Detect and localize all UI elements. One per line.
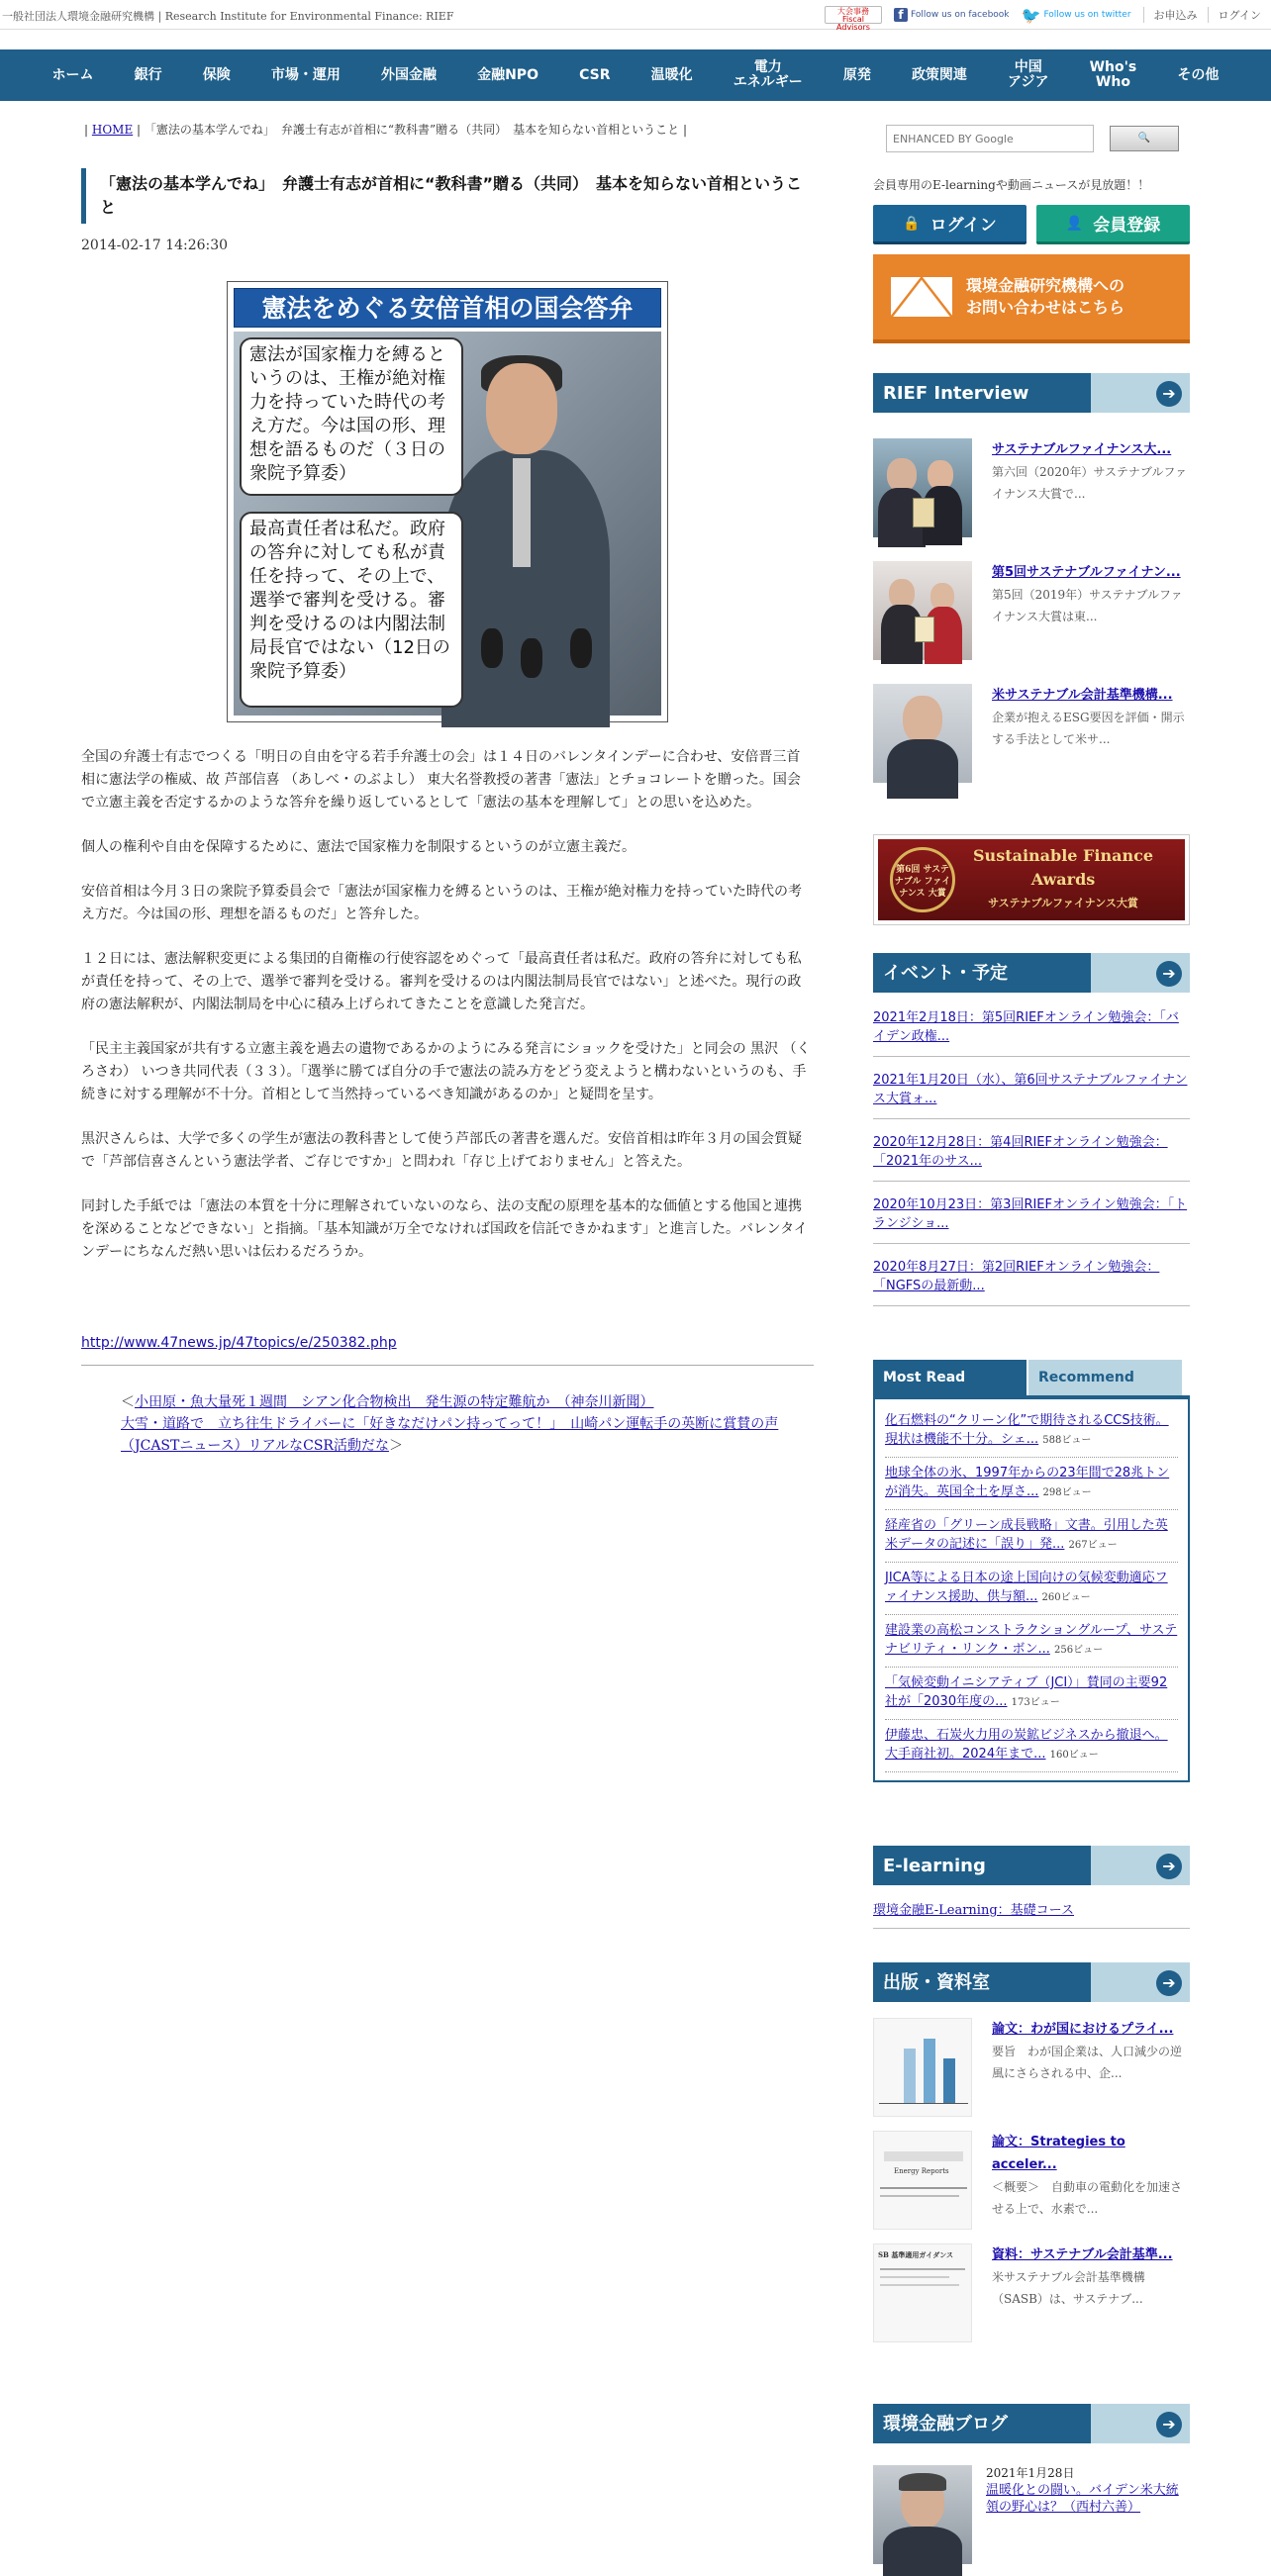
publication-link[interactable]: 資料：サステナブル会計基準... [992,2247,1173,2262]
contact-text [966,275,1124,319]
interview-thumb[interactable] [873,684,972,783]
interview-desc: 第六回（2020年）サステナブルファイナンス大賞で... [992,465,1188,501]
breadcrumb [84,121,687,138]
blog-thumb[interactable] [873,2465,972,2564]
twitter-text: Follow us on twitter [1043,9,1131,20]
awards-line-1: Sustainable Finance [973,846,1154,865]
awards-inner [878,839,1185,920]
event-link[interactable]: 2020年10月23日：第3回RIEFオンライン勉強会：「トランジショ... [873,1197,1188,1231]
events-section [873,953,1190,1306]
search-button[interactable] [1110,126,1179,151]
awards-text [973,844,1153,915]
arrow-right-icon: ➔ [1156,2412,1182,2437]
nav-item-policy[interactable]: 政策関連 [911,66,967,83]
interview-desc: 第5回（2019年）サステナブルファイナンス大賞は東... [992,588,1183,623]
interview-text [992,561,1190,660]
ranking-section [873,1360,1190,1782]
event-item [873,1119,1190,1182]
event-item [873,995,1190,1057]
nav-item-energy[interactable]: 電力 エネルギー [733,59,803,90]
nav-item-whos-who[interactable]: Who's Who [1089,59,1137,90]
article-title: 「憲法の基本学んでね」 弁護士有志が首相に“教科書”贈る（共同） 基本を知らない首相ということ [81,168,814,224]
mail-icon [891,277,952,317]
arrow-right-icon: ➔ [1156,1970,1182,1996]
breadcrumb-sep: | [679,123,688,137]
figure-photo [234,332,661,716]
ranking-item [885,1458,1178,1510]
facebook-link[interactable] [894,8,1010,22]
ranking-item [885,1720,1178,1772]
partner-logo[interactable] [825,6,882,32]
ranking-item [885,1668,1178,1720]
ranking-list [873,1395,1190,1782]
apply-link[interactable]: お申込み [1143,7,1208,23]
ranking-item [885,1510,1178,1563]
article-paragraph: 個人の権利や自由を保障するために、憲法で国家権力を制限するというのが立憲主義だ。 [81,839,636,855]
interview-link[interactable]: 米サステナブル会計基準機構... [992,688,1173,703]
interview-more[interactable] [1091,373,1190,413]
ranking-link[interactable]: 経産省の「グリーン成長戦略」文書。引用した英米データの記述に「誤り」発... [885,1518,1168,1552]
divider [81,1365,814,1366]
source-link[interactable]: http://www.47news.jp/47topics/e/250382.php [81,1335,397,1351]
search-input[interactable] [886,125,1094,152]
awards-seal: 第6回 サステナブル ファイナンス 大賞 [890,847,955,912]
facebook-icon: f [894,8,908,22]
tab-recommend[interactable]: Recommend [1028,1360,1182,1395]
interview-link[interactable]: 第5回サステナブルファイナン... [992,565,1181,580]
ranking-item [885,1563,1178,1615]
view-count: 588ビュー [1042,1435,1092,1446]
publication-desc: 要旨 わが国企業は、人口減少の逆風にさらされる中、企... [992,2045,1183,2080]
view-count: 267ビュー [1068,1540,1118,1551]
prev-next-links [121,1391,814,1457]
source-link-wrap [81,1335,814,1351]
publication-item [873,2243,1190,2342]
ranking-link[interactable]: 地球全体の氷、1997年からの23年間で28兆トンが消失。英国全土を厚さ... [885,1466,1170,1499]
lock-icon: 🔒 [903,215,921,232]
login-link[interactable]: ログイン [1208,7,1271,23]
publications-section [873,1962,1190,2342]
view-count: 260ビュー [1041,1592,1091,1603]
publication-desc: ＜概要＞ 自動車の電動化を加速させる上で、水素で... [992,2180,1183,2216]
breadcrumb-current: 「憲法の基本学んでね」 弁護士有志が首相に“教科書”贈る（共同） 基本を知らない首相ということ [144,123,680,137]
breadcrumb-home[interactable]: HOME [91,123,134,137]
nav-item-home[interactable]: ホーム [51,66,94,83]
prev-article-link[interactable]: 小田原・魚大量死１週間 シアン化合物検出 発生源の特定難航か （神奈川新聞） [135,1394,654,1410]
ranking-item [885,1615,1178,1668]
top-bar [0,0,1271,30]
tab-most-read[interactable]: Most Read [873,1360,1027,1395]
events-more[interactable] [1091,953,1190,993]
publication-thumb-text: Energy Reports [894,2167,949,2175]
prev-marker: ＜ [121,1394,135,1410]
publications-header [873,1962,1190,2004]
event-item [873,1244,1190,1306]
interview-text [992,438,1190,537]
user-icon: 👤 [1065,215,1084,232]
sidebar [873,125,1190,2564]
interview-item [873,561,1190,660]
photo-tie [513,458,531,567]
elearning-section [873,1846,1190,1929]
nav-item-other[interactable]: その他 [1177,66,1220,83]
publication-thumb[interactable] [873,2018,972,2117]
nav-item-nuclear[interactable]: 原発 [842,66,871,83]
arrow-right-icon: ➔ [1156,381,1182,407]
event-item [873,1057,1190,1119]
blog-section [873,2404,1190,2564]
ranking-link[interactable]: 伊藤忠、石炭火力用の炭鉱ビジネスから撤退へ。大手商社初。2024年まで... [885,1728,1168,1762]
quote-bubble-1: 憲法が国家権力を縛るというのは、王権が絶対権力を持っていた時代の考え方だ。今は国の形、理想を語るものだ（３日の衆院予算委） [240,337,463,496]
breadcrumb-sep: | [84,123,92,137]
twitter-icon: 🐦 [1021,5,1041,25]
awards-line-2: Awards [1030,870,1096,889]
publication-thumb-text: SB 基準適用ガイダンス [878,2250,954,2259]
microphone-icon [481,628,503,668]
awards-banner[interactable] [873,834,1190,925]
ranking-link[interactable]: 化石燃料の“クリーン化”で期待されるCCS技術。現状は機能不十分。シェ... [885,1413,1169,1447]
photo-face [486,363,557,454]
blog-text [986,2465,1190,2564]
twitter-link[interactable] [1022,6,1131,25]
facebook-text: Follow us on facebook [910,9,1010,20]
blog-date: 2021年1月28日 [986,2466,1075,2480]
ranking-link[interactable]: 「気候変動イニシアティブ（JCI）」賛同の主要92社が「2030年度の... [885,1675,1168,1709]
view-count: 256ビュー [1053,1645,1104,1656]
event-link[interactable]: 2020年8月27日：第2回RIEFオンライン勉強会：「NGFSの最新動... [873,1260,1160,1293]
publication-link[interactable]: 論文：わが国におけるプライ... [992,2022,1174,2037]
interview-section [873,373,1190,783]
partner-logo-text: 大会事務 Fiscal Advisors [825,6,882,24]
auth-buttons [873,205,1190,244]
search-icon: 🔍 [1137,133,1151,143]
next-article-link[interactable]: 大雪・道路で 立ち往生ドライバーに「好きなだけパン持ってって！」 山崎パン運転手の英断に賞賛の声（JCASTニュース）リアルなCSR活動だな [121,1416,779,1454]
publication-text [992,2131,1190,2230]
article-paragraph: 全国の弁護士有志でつくる「明日の自由を守る若手弁護士の会」は１４日のバレンタインデーに合わせ、安倍晋三首相に憲法学の権威、故 芦部信喜 （あしべ・のぶよし） 東大名誉教授の著書「憲法」とチョコレートを贈った。国会で立憲主義を否定するかのような答弁を繰り返しているとして「憲法の基本を理解して」との思いを込めた。 [81,749,801,811]
article-paragraph: 黒沢さんらは、大学で多くの学生が憲法の教科書として使う芦部氏の著書を選んだ。安倍首相は昨年３月の国会質疑で「芦部信喜さんという憲法学者、ご存じですか」と問われ「存じ上げておりません」と答えた。 [81,1131,802,1170]
interview-title: RIEF Interview [873,373,1091,413]
article-paragraph: 安倍首相は今月３日の衆院予算委員会で「憲法が国家権力を縛るというのは、王権が絶対権力を持っていた時代の考え方だ。今は国の形、理想を語るものだ」と答弁した。 [81,884,802,922]
blog-more[interactable] [1091,2404,1190,2443]
ranking-link[interactable]: JICA等による日本の途上国向けの気候変動適応ファイナンス援助、供与額... [885,1571,1168,1604]
publication-thumb[interactable] [873,2131,972,2230]
figure-title: 憲法をめぐる安倍首相の国会答弁 [234,288,661,328]
publication-text [992,2243,1190,2342]
publication-item [873,2018,1190,2117]
event-link[interactable]: 2021年2月18日：第5回RIEFオンライン勉強会：「バイデン政権... [873,1010,1179,1044]
interview-item [873,438,1190,537]
login-button[interactable] [873,205,1027,244]
article-paragraph: １２日には、憲法解釈変更による集団的自衛権の行使容認をめぐって「最高責任者は私だ。政府の答弁に対しても私が責任を持って、その上で、選挙で審判を受ける。審判を受けるのは内閣法制局長官ではない」と述べた。現行の政府の憲法解釈が、内閣法制局を中心に積み上げられてきたことを意識した発言だ。 [81,951,802,1012]
arrow-right-icon: ➔ [1156,961,1182,987]
ranking-item [885,1405,1178,1458]
view-count: 298ビュー [1042,1487,1092,1498]
event-item [873,1182,1190,1244]
blog-item [873,2465,1190,2564]
nav-item-npo[interactable]: 金融NPO [477,66,538,83]
breadcrumb-sep: | [133,123,145,137]
microphone-icon [521,638,542,678]
interview-text [992,684,1190,783]
member-note: 会員専用のE-learningや動画ニュースが見放題！！ [873,178,1150,192]
next-marker: ＞ [388,1438,403,1454]
register-button[interactable] [1036,205,1190,244]
search-row [886,125,1190,152]
article-paragraph: 同封した手紙では「憲法の本質を十分に理解されていないのなら、法の支配の原理を基本的な価値とする他国と連携を深めることなどできない」と指摘。「基本知識が万全でなければ国政を信託できかねます」と進言した。バレンタインデーにちなんだ熱い思いは伝わるだろうか。 [81,1198,808,1260]
ranking-link[interactable]: 建設業の高松コンストラクショングループ、サステナビリティ・リンク・ボン... [885,1623,1178,1657]
interview-header [873,373,1190,415]
ranking-tabs [873,1360,1190,1395]
article-body [81,746,814,1264]
publication-desc: 米サステナブル会計基準機構（SASB）は、サステナブ... [992,2270,1145,2306]
photo-person [441,351,590,708]
article-main [81,168,814,1457]
interview-thumb[interactable] [873,561,972,660]
interview-item [873,684,1190,783]
microphone-icon [570,628,592,668]
publication-thumb[interactable] [873,2243,972,2342]
publication-link[interactable]: 論文：Strategies to acceler... [992,2135,1125,2172]
interview-thumb[interactable] [873,438,972,537]
nav-item-bank[interactable]: 銀行 [134,66,162,83]
event-link[interactable]: 2021年1月20日（水）、第6回サステナブルファイナンス大賞ォ... [873,1073,1188,1106]
elearning-header [873,1846,1190,1887]
site-name: 一般社団法人環境金融研究機構 | Research Institute for Environmental Finance: RIEF [2,10,454,23]
article-paragraph: 「民主主義国家が共有する立憲主義を過去の遺物であるかのようにみる発言にショックを受けた」と同会の 黒沢 （くろさわ） いつき共同代表（３３）。「選挙に勝てば自分の手で憲法の読み方をどう変えようと構わないというのも、手続きに対する理解が不十分。首相として当然持っているべき知識があるのか」と疑問を呈す。 [81,1041,811,1102]
quote-bubble-2: 最高責任者は私だ。政府の答弁に対しても私が責任を持って、その上で、選挙で審判を受ける。審判を受けるのは内閣法制局長官ではない（12日の衆院予算委） [240,512,463,708]
view-count: 173ビュー [1011,1697,1060,1708]
publication-text [992,2018,1190,2117]
nav-item-warming[interactable]: 温暖化 [650,66,693,83]
nav-item-foreign[interactable]: 外国金融 [380,66,437,83]
register-label: 会員登録 [1093,216,1161,236]
article-date: 2014-02-17 14:26:30 [81,238,229,253]
elearning-more[interactable] [1091,1846,1190,1885]
contact-line-1: 環境金融研究機構への [966,276,1125,295]
elearning-item [873,1887,1190,1929]
elearning-title: E-learning [873,1846,1091,1885]
elearning-link[interactable]: 環境金融E-Learning：基礎コース [873,1903,1074,1918]
publications-more[interactable] [1091,1962,1190,2002]
publication-item [873,2131,1190,2230]
contact-banner[interactable] [873,254,1190,343]
blog-header [873,2404,1190,2445]
arrow-right-icon: ➔ [1156,1854,1182,1879]
nav-item-csr[interactable]: CSR [579,66,611,83]
login-label: ログイン [929,216,997,236]
contact-line-2: お問い合わせはこちら [966,298,1125,317]
awards-line-3: サステナブルファイナンス大賞 [988,897,1138,909]
nav-item-insurance[interactable]: 保険 [202,66,231,83]
blog-title: 環境金融ブログ [873,2404,1091,2443]
interview-desc: 企業が抱えるESG要因を評価・開示する手法として米サ... [992,711,1185,746]
blog-link[interactable]: 温暖化との闘い。バイデン米大統領の野心は？（西村六善） [986,2483,1179,2515]
events-header [873,953,1190,995]
nav-item-market[interactable]: 市場・運用 [270,66,341,83]
view-count: 160ビュー [1049,1750,1099,1761]
top-links [825,3,1271,32]
nav-item-asia[interactable]: 中国 アジア [1008,59,1049,90]
article-image [227,281,668,722]
interview-link[interactable]: サステナブルファイナンス大... [992,442,1172,457]
events-title: イベント・予定 [873,953,1091,993]
main-nav [0,49,1271,101]
event-link[interactable]: 2020年12月28日：第4回RIEFオンライン勉強会：「2021年のサス... [873,1135,1168,1169]
publications-title: 出版・資料室 [873,1962,1091,2002]
